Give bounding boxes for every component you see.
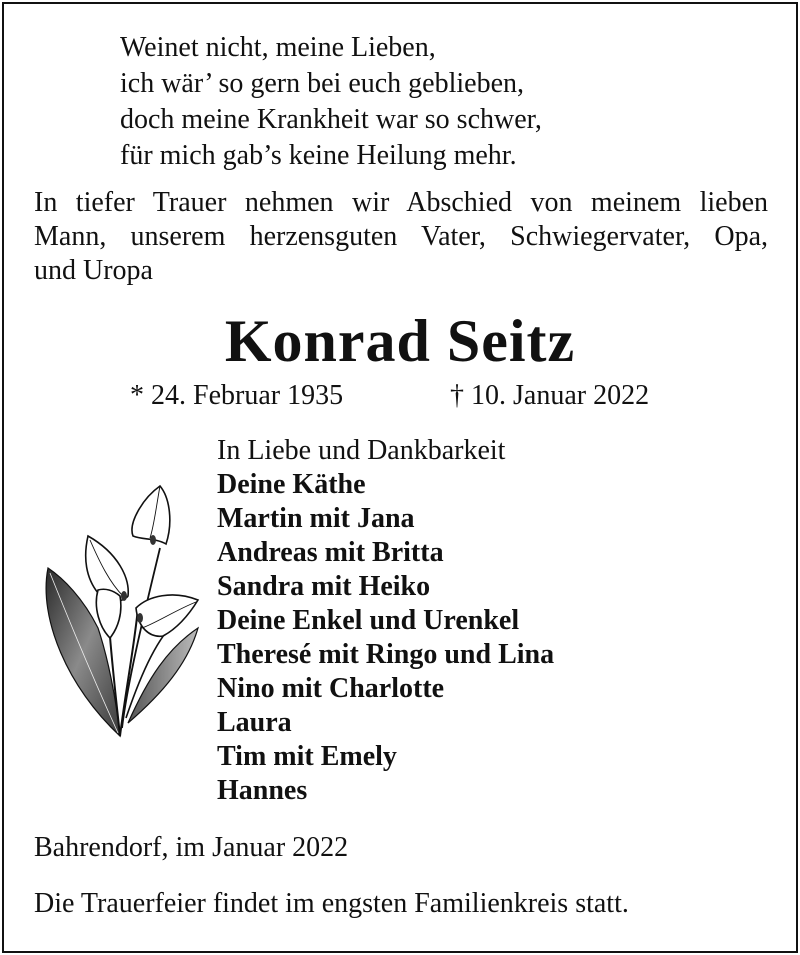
mourner-name: Hannes <box>217 775 308 806</box>
death-date: † 10. Januar 2022 <box>450 380 650 411</box>
mourner-name: Andreas mit Britta <box>217 537 444 568</box>
poem-line: für mich gab’s keine Heilung mehr. <box>120 140 517 171</box>
place-date: Bahrendorf, im Januar 2022 <box>34 832 349 863</box>
birth-date: * 24. Februar 1935 <box>130 380 344 411</box>
poem-line: Weinet nicht, meine Lieben, <box>120 32 436 63</box>
intro-line: Mann, unserem herzensguten Vater, Schwiegervater, Opa, <box>34 221 768 252</box>
mourners-list <box>217 468 554 808</box>
mourners-intro: In Liebe und Dankbarkeit <box>217 435 506 466</box>
mourner-name: Nino mit Charlotte <box>217 673 445 704</box>
intro-text <box>34 186 768 288</box>
poem-line: doch meine Krankheit war so schwer, <box>120 104 542 135</box>
poem <box>120 30 542 174</box>
intro-line: und Uropa <box>34 255 153 286</box>
mourner-name: Theresé mit Ringo und Lina <box>217 639 555 670</box>
mourner-name: Laura <box>217 707 292 738</box>
mourner-name: Sandra mit Heiko <box>217 571 431 602</box>
mourner-name: Deine Enkel und Urenkel <box>217 605 520 636</box>
deceased-name: Konrad Seitz <box>224 308 576 374</box>
intro-line: In tiefer Trauer nehmen wir Abschied von meinem lieben <box>34 187 768 218</box>
calla-lily-icon <box>38 478 203 740</box>
funeral-note: Die Trauerfeier findet im engsten Familienkreis statt. <box>34 888 629 919</box>
poem-line: ich wär’ so gern bei euch geblieben, <box>120 68 525 99</box>
mourner-name: Deine Käthe <box>217 469 366 500</box>
mourner-name: Martin mit Jana <box>217 503 415 534</box>
mourner-name: Tim mit Emely <box>217 741 397 772</box>
